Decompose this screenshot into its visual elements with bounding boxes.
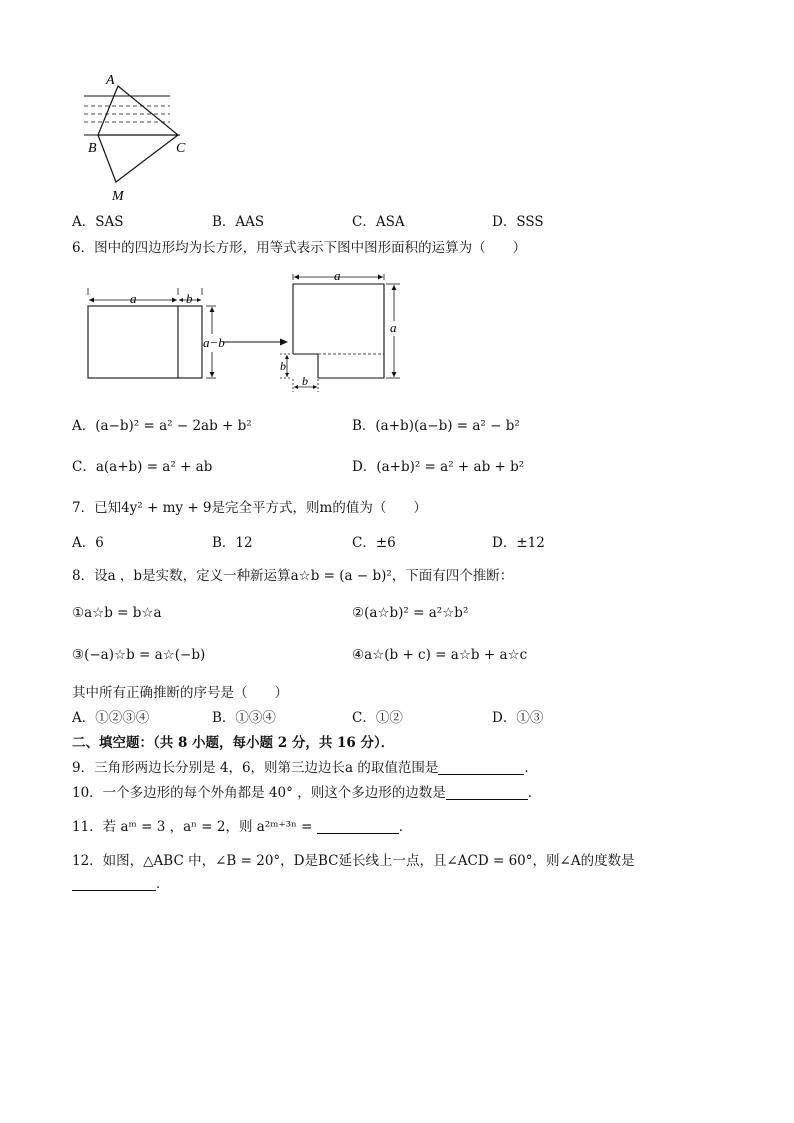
left-b-label: b [186, 291, 193, 306]
q9-end: ． [524, 760, 538, 776]
q10-answer-blank[interactable] [446, 785, 528, 800]
q12-answer-blank[interactable] [72, 876, 156, 891]
q11-text: 11．若 aᵐ = 3 ，aⁿ = 2，则 a²ᵐ⁺³ⁿ = [72, 819, 313, 835]
q7-option-a: A．6 [72, 535, 104, 551]
q12-end: ． [156, 876, 170, 892]
q5-option-b: B．AAS [212, 214, 265, 230]
left-a-minus-b-label: a−b [203, 335, 225, 350]
q5-option-a: A．SAS [72, 214, 124, 230]
left-a-label: a [130, 291, 137, 306]
q8-item-3: ③(−a)☆b = a☆(−b) [72, 647, 206, 663]
q11-end: ． [398, 819, 413, 835]
q11 [72, 815, 412, 835]
q8-option-d: D．①③ [492, 710, 544, 726]
right-side-b-label: b [280, 359, 286, 373]
rectangle-area-figure [82, 266, 412, 396]
q8-item-2: ②(a☆b)² = a²☆b² [352, 605, 469, 621]
q11-answer-blank[interactable] [317, 819, 399, 834]
label-B: B [88, 141, 97, 156]
q6-option-a: A．(a−b)² = a² − 2ab + b² [72, 418, 252, 434]
q10-end: ． [527, 785, 542, 801]
q9-answer-blank[interactable] [438, 760, 524, 775]
q8-stem: 8．设a ，b是实数，定义一种新运算a☆b = (a − b)²，下面有四个推断： [72, 568, 514, 584]
q8-option-c: C．①② [352, 710, 403, 726]
q12-line-1: 12．如图，△ABC 中，∠B = 20°，D是BC延长线上一点，且∠ACD = 60°，则∠A的度数是 [72, 853, 635, 869]
q6-option-c: C．a(a+b) = a² + ab [72, 459, 213, 475]
right-side-a-label: a [390, 320, 397, 335]
q8-item-1: ①a☆b = b☆a [72, 605, 162, 621]
q6-option-d: D．(a+b)² = a² + ab + b² [352, 459, 525, 475]
q7-option-c: C．±6 [352, 535, 396, 551]
right-bottom-b-label: b [302, 374, 308, 388]
q8-option-b: B．①③④ [212, 710, 276, 726]
right-top-a-label: a [334, 268, 341, 283]
q8-item-4: ④a☆(b + c) = a☆b + a☆c [352, 647, 528, 663]
q8-question: 其中所有正确推断的序号是（ ） [72, 685, 288, 701]
q8-option-a: A．①②③④ [72, 710, 150, 726]
label-M: M [112, 189, 124, 204]
q5-option-d: D．SSS [492, 214, 544, 230]
q7-option-d: D．±12 [492, 535, 545, 551]
label-C: C [176, 141, 186, 156]
q6-stem: 6．图中的四边形均为长方形，用等式表示下图中图形面积的运算为（ ） [72, 240, 527, 256]
q12-line-2 [72, 872, 170, 892]
q7-option-b: B．12 [212, 535, 253, 551]
q7-stem: 7．已知4y² + my + 9是完全平方式，则m的值为（ ） [72, 500, 427, 516]
q6-option-b: B．(a+b)(a−b) = a² − b² [352, 418, 520, 434]
q9-text: 9．三角形两边长分别是 4，6，则第三边边长a 的取值范围是 [72, 760, 439, 776]
q10-text: 10．一个多边形的每个外角都是 40° ，则这个多边形的边数是 [72, 785, 446, 801]
label-A: A [106, 73, 115, 88]
section-title: 二、填空题：（共 8 小题，每小题 2 分，共 16 分）． [72, 735, 395, 751]
q9 [72, 756, 538, 776]
q5-option-c: C．ASA [352, 214, 405, 230]
q10 [72, 781, 541, 801]
triangle-figure [78, 70, 198, 205]
